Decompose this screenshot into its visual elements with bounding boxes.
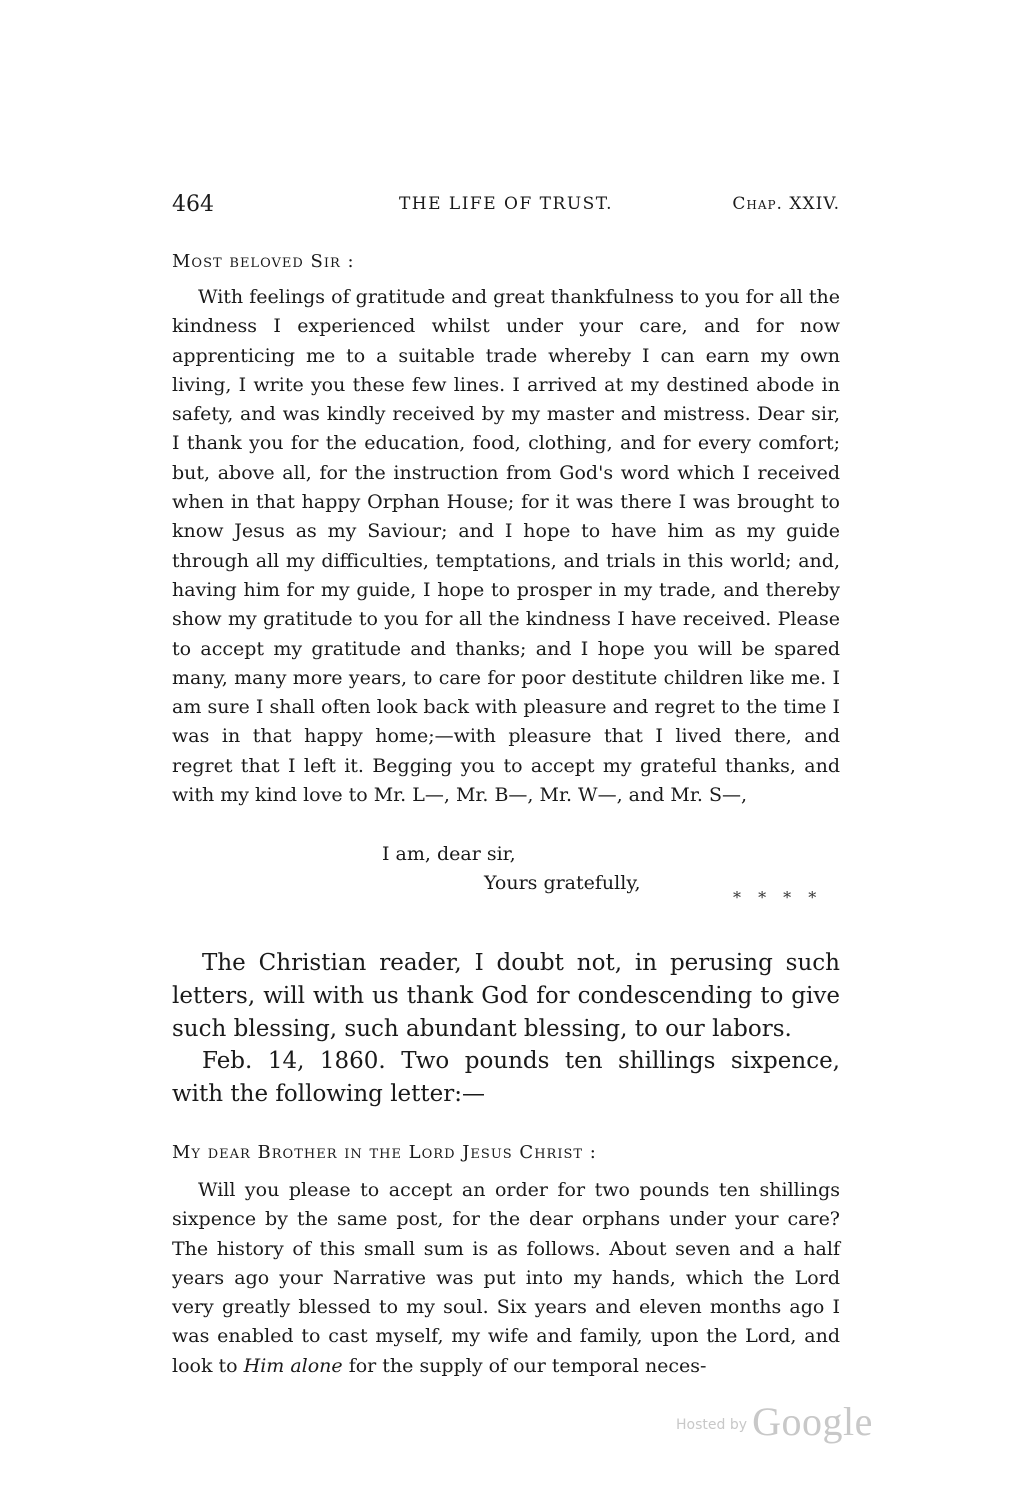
letter-1-signature: * * * *	[733, 888, 823, 907]
letter-1-closing: I am, dear sir,	[382, 843, 516, 865]
letter-1-paragraph: With feelings of gratitude and great thankfulness to you for all the kindness I experienced whilst under your care, and for now apprenticing me to a suitable trade whereby I can earn my own living, I write you these few lines. I arrived at my destined abode in safety, and was kindly received by my master and mistress. Dear sir, I thank you for the education, food, clothing, and for every comfort; but, above all, for the instruction from God's word which I received when in that happy Orphan House; for it was there I was brought to know Jesus as my Saviour; and I hope to have him as my guide through all my difficulties, temptations, and trials in this world; and, having him for my guide, I hope to prosper in my trade, and thereby show my gratitude to you for all the kindness I have received. Please to accept my gratitude and thanks; and I hope you will be spared many, many more years, to care for poor destitute children like me. I am sure I shall often look back with pleasure and regret to the time I was in that happy home;—with pleasure that I lived there, and regret that I left it. Begging you to accept my grateful thanks, and with my kind love to Mr. L—, Mr. B—, Mr. W—, and Mr. S—,	[172, 286, 840, 807]
hosted-by-watermark	[676, 1398, 873, 1445]
letter-2-body	[172, 1176, 840, 1381]
hosted-by-text: Hosted by	[676, 1417, 747, 1433]
narrative-paragraph-2: Feb. 14, 1860. Two pounds ten shillings sixpence, with the following letter:—	[172, 1048, 840, 1108]
letter-2-text-part-2: for the supply of our temporal neces-	[342, 1354, 707, 1377]
narrative-paragraph-1: The Christian reader, I doubt not, in perusing such letters, will with us thank God for condescending to give such blessing, such abundant blessing, to our labors.	[172, 950, 840, 1042]
narrative-text	[172, 947, 840, 1111]
letter-1-body	[172, 283, 840, 810]
letter-2-salutation: My dear Brother in the Lord Jesus Christ :	[172, 1142, 597, 1163]
page-header	[172, 192, 840, 222]
chapter-label: Chap. XXIV.	[732, 194, 840, 214]
google-logo: Google	[752, 1399, 873, 1444]
page-number: 464	[172, 192, 214, 217]
letter-2-text-part-1: Will you please to accept an order for two pounds ten shillings sixpence by the same post, for the dear orphans under your care? The history of this small sum is as follows. About seven and a half years ago your Narrative was put into my hands, which the Lord very greatly blessed to my soul. Six years and eleven months ago I was enabled to cast myself, my wife and family, upon the Lord, and look to	[172, 1179, 840, 1377]
running-title: THE LIFE OF TRUST.	[398, 194, 614, 214]
letter-1-valediction: Yours gratefully,	[484, 872, 641, 894]
letter-2-emphasis: Him alone	[243, 1354, 343, 1377]
letter-2-paragraph	[172, 1176, 840, 1381]
letter-1-salutation: Most beloved Sir :	[172, 251, 355, 272]
